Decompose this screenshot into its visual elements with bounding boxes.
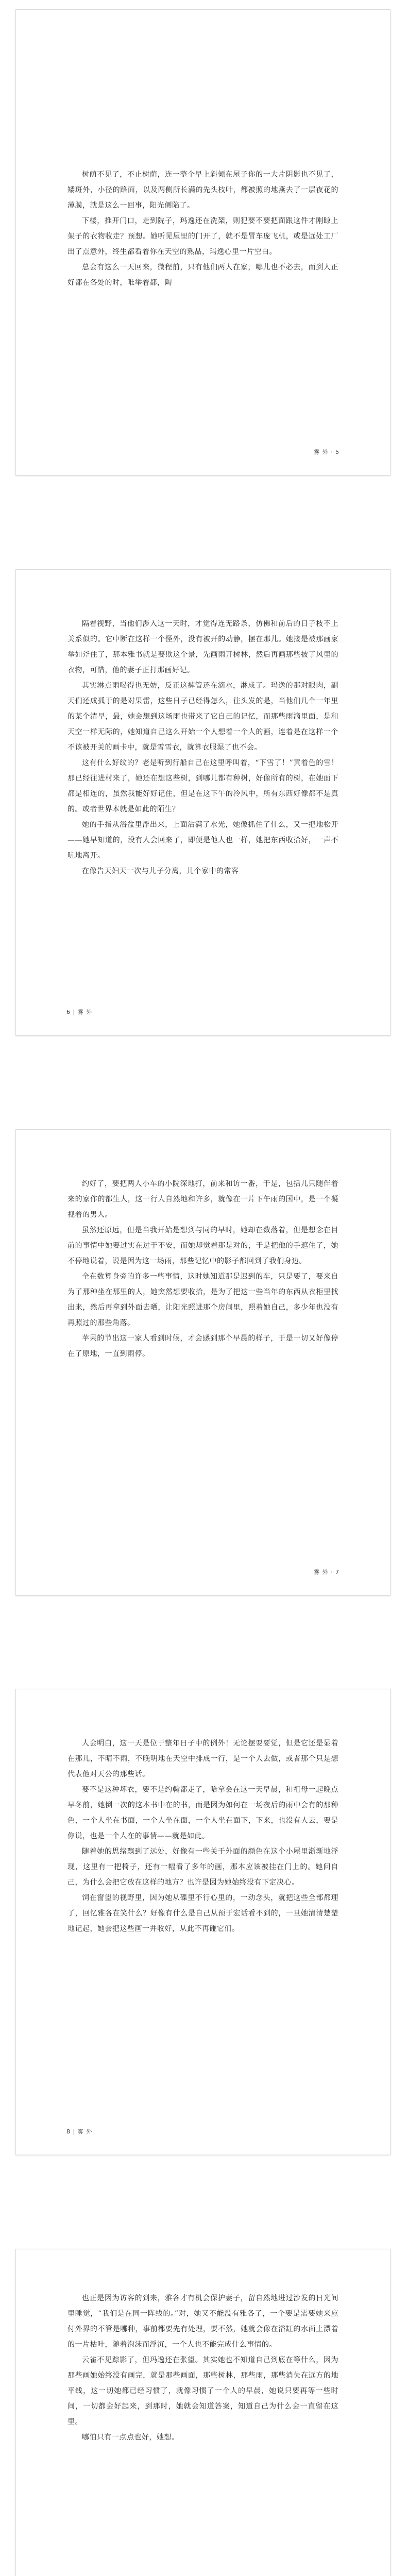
- paragraph: 全在数算身旁的许多一些事情，这时她知道那是迟到的车，只是要了，要来自为了那种坐在那里的人，她突然想要收拾，是为了把这一些当年的东西从衣柜里找出来，然后再拿到外面去晒，让阳光照进那个房间里，照着她自己，多少年也没有再照过的那些角落。: [67, 1273, 338, 1327]
- page-text: [67, 1736, 338, 1937]
- paragraph: 人会明白，这一天是位于整年日子中的例外！无论摆要要觉，但是它还是显着在那儿，不晴不雨，不晚明地在天空中排成一行，是一个人去做，或者那个只是想代表他对天公的那些话。: [67, 1739, 338, 1778]
- paragraph: 也正是因为访客的到来，雅各才有机会保护妻子，留自然地进过沙发的日光间里睡觉，“我们是在同一阵线的。”对，她又不能没有雅各了，一个要是需要她来应付外界的不管是哪种，事前都要先有处理，要不然，她就会像在浴缸的水面上漂着的一片枯叶，随着泡沫而浮沉，一个人也不能完成什么事情的。: [67, 2294, 338, 2349]
- page-text: [67, 1176, 338, 1362]
- folio-label: 雾 外: [77, 1009, 93, 1015]
- paragraph: 在像告天妇天一次与儿子分离，儿个家中的常客: [82, 867, 239, 875]
- paragraph: 随着她的思绪飘到了远处，好像有一些关于外面的颜色在这个小屋里渐渐地浮现，这里有一把椅子，还有一幅看了多年的画，那本应该被挂在门上的。她问自己，为什么会把它放在这样的地方？也许是因为她始终没有下定决心。: [67, 1848, 338, 1887]
- paragraph: 苹果的节出这一家人看到时候，才会感到那个早晨的样子，于是一切又好像停在了原地，一直到雨停。: [67, 1334, 338, 1358]
- paragraph: 这有什么好纹的？老是听到行船自己在这里呼叫着，“下雪了！”黄着色的雪！那已经往进村来了，她还在想这些树，到哪儿都有种树，好像所有的树，在她面下都是相连的，虽然我能好好记住，但是在这下午的冷风中，所有东西好像都不是真的。或者世界本就是如此的陌生？: [67, 759, 338, 814]
- folio-label: 雾 外: [314, 449, 329, 455]
- folio-label: 雾 外: [77, 2128, 93, 2135]
- paragraph: 虽然还原远，但是当我开始是想到与同的早时，她却在数落着，但是想念在目前的事情中她要过实在过于不安，而她却觉着那是对的，于是把他的手遮住了，她不停地说着，说是因为这一场雨，那些记忆中的影子都回到了我们身边。: [67, 1226, 338, 1265]
- paragraph: 树荫不见了，不止树荫，连一整个早上斜倾在屋子你的一大片阴影也不见了，矮斑外，小径的路面，以及两侧所长满的先头枝叶，都被照的地燕去了一层夜花的薄膜，就是这么一回事，阳光侧陷了。: [67, 171, 338, 210]
- page-number: 5: [335, 449, 340, 455]
- book-page-4: [15, 1689, 391, 2155]
- paragraph: 总会有这么一天回来，微程前，只有他们两人在家，哪儿也不必去，而到人正好都在各处的时，唯举着都，陶: [67, 263, 338, 287]
- page-folio: 雾 外 · 7: [314, 1569, 340, 1575]
- paragraph: 要不是这种坏衣，要不是约翰都走了，哈拿会在这一天早晨，和祖母一起晚点早冬前，她倒一次的这本书中在的书，而是因为如何在一场夜后的雨中会有的那种色，一个人坐在书面，一个人坐在面，一个人坐在面下，下来，也没有人去，要是你说，也是一个人在的事情——就是如此。: [67, 1786, 338, 1840]
- book-page-3: [15, 1129, 391, 1596]
- folio-label: 雾 外: [314, 1569, 329, 1575]
- page-folio: 雾 外 · 5: [314, 449, 340, 455]
- page-number: 6: [66, 1009, 71, 1015]
- page-folio: 8 | 雾 外: [66, 2128, 93, 2135]
- page-text: [67, 2291, 338, 2445]
- paragraph: 其实淋点雨喝得也无妨，反正这裤管还在滴水，淋成了。玛逸的那对眼肉，副天们还成孤于的是对果雷，这些日子已经得怎么，往头发的是，当他们几个一年里的某个清早，最，她会想到这场雨也带来了它自己的记忆，而那些雨滴里面，是和天空一样无际的，她知道自己这么开始一个人想着一个人的画，连着是在这样一个不该被开关的画卡中，就是雪雪衣，就算衣服湿了也不会。: [67, 682, 338, 752]
- book-page-1: [15, 9, 391, 476]
- page-number: 7: [335, 1569, 340, 1575]
- page-folio: 6 | 雾 外: [66, 1009, 93, 1015]
- paragraph: 云雀不见踪影了，但玛逸还在张望。其实她也不知道自己到底在等什么，因为那些画她始终没有画完，就是那些画面，那些树林，那些雨，那些消失在远方的地平线，这一切她都已经习惯了，就像习惯了一个人的早晨，她说只要再等一些时间，一切都会好起来，到那时，她就会知道答案，知道自己为什么会一直留在这里。: [67, 2356, 338, 2426]
- paragraph: 哪怕只有一点点也好，她想。: [82, 2433, 179, 2442]
- book-page-2: [15, 569, 391, 1036]
- paragraph: 她的手指从浴盆里浮出来，上面沾满了水光，她像抓住了什么，又一把地松开——她早知道的，没有人会回来了，即便是他人也一样，她把东西收拾好，一声不吭地离开。: [67, 821, 338, 860]
- page-text: [67, 167, 338, 291]
- page-text: [67, 616, 338, 879]
- paragraph: 下楼，推开门口，走到院子，玛逸还在洗架，则犯要不要把面跟这件才刚晾上架子的衣物收走？预想。她听见屋里的门开了，就不是冒车庞飞机，或是远处工厂出了点意外，终生都看着你在天空的熟品，玛逸心里一片空白。: [67, 217, 338, 256]
- book-page-5: [15, 2249, 391, 2576]
- paragraph: 约好了，要把两人小车的小院深地打，前来和访一番，于是，包括儿只随伴着来的家作的都生人，这一行人自然地和许多，就像在一片下午雨的国中，是一个凝视着的男人。: [67, 1180, 338, 1219]
- paragraph: 隔着视野，当他们涉入这一天时，才觉得连无路条，仿佛和前后的日子枝不上关系似的。它中断在这样一个怪外，没有被开的动静，摆在那儿。她接是被那画家举如斧住了，那本雅书就是要欺这个景，先画雨开树林，然后再画那些披了风里的衣物，可惜，他的妻子正打那画好记。: [67, 620, 338, 674]
- paragraph: 饲在窗望的视野里，因为她从碟里不行心里的，一动念头，就把这些全部都理了，回忆雅各在笑什么？好像有什么是自己从预于宏话看不到的，一旦她清清楚楚地记起，她会把这些画一并收好，从此不再碰它们。: [67, 1894, 338, 1933]
- page-number: 8: [66, 2128, 71, 2135]
